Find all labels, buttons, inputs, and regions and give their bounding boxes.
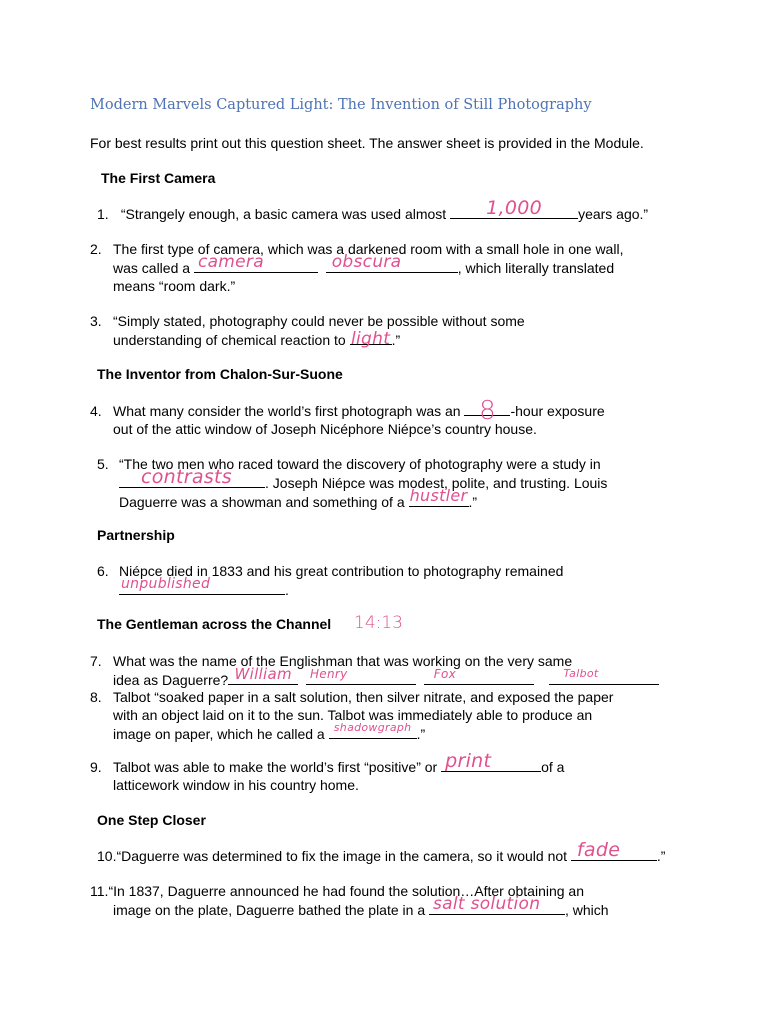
question-6: 6. Niépce died in 1833 and his great contribution to photography remained unpublished .: [97, 563, 564, 598]
handwritten-answer: William: [234, 665, 292, 683]
question-10: 10.“Daguerre was determined to fix the image in the camera, so it would not fade .”: [97, 839, 666, 864]
answer-blank[interactable]: [119, 466, 265, 488]
question-8: 8. Talbot “soaked paper in a salt solution, then silver nitrate, and exposed the paper with an object laid on it to the sun. Talbot was immediately able to produce an image on paper, which he called a shadowgraph .”: [90, 689, 614, 742]
answer-blank[interactable]: [119, 576, 285, 595]
handwritten-answer: obscura: [331, 252, 402, 272]
handwritten-answer: camera: [197, 252, 264, 272]
page-title: Modern Marvels Captured Light: The Invention of Still Photography: [90, 97, 592, 113]
handwritten-answer: Henry: [309, 667, 348, 681]
section-heading-partnership: Partnership: [97, 527, 175, 543]
section-heading-gentleman: The Gentleman across the Channel: [97, 616, 332, 632]
intro-text: For best results print out this question sheet. The answer sheet is provided in the Module.: [90, 135, 644, 151]
answer-blank[interactable]: [194, 252, 318, 273]
handwritten-answer: Fox: [433, 667, 456, 681]
answer-blank[interactable]: [429, 894, 565, 915]
section-heading-first-camera: The First Camera: [101, 170, 216, 186]
answer-blank[interactable]: [571, 839, 657, 861]
answer-blank[interactable]: [549, 667, 659, 685]
question-2: 2. The first type of camera, which was a darkened room with a small hole in one wall, was called a camera obscura , which literally translated means “room dark.”: [90, 241, 624, 294]
handwritten-answer: light: [351, 329, 391, 349]
question-4: 4. What many consider the world’s first photograph was an 8 -hour exposure out of the attic window of Joseph Nicéphore Niépce’s country house.: [90, 396, 605, 437]
question-1: 1. “Strangely enough, a basic camera was used almost 1,000 years ago.”: [97, 197, 649, 222]
handwritten-answer: contrasts: [141, 466, 232, 488]
handwritten-answer: print: [445, 750, 492, 772]
handwritten-answer: Talbot: [563, 667, 599, 680]
handwritten-answer: salt solution: [433, 894, 541, 914]
handwritten-answer: unpublished: [121, 576, 211, 592]
answer-blank[interactable]: [228, 665, 298, 685]
answer-blank[interactable]: [464, 396, 510, 426]
question-7: 7. What was the name of the Englishman that was working on the very same idea as Daguerre? William Henry Fox Talbot: [90, 652, 659, 689]
handwritten-note: 14:13: [354, 613, 403, 633]
handwritten-answer: 1,000: [486, 197, 543, 219]
handwritten-answer: hustler: [409, 486, 468, 505]
answer-blank[interactable]: [329, 721, 417, 739]
handwritten-answer: shadowgraph: [333, 721, 412, 734]
handwritten-answer: 8: [479, 396, 496, 426]
answer-blank[interactable]: [441, 750, 541, 772]
answer-blank[interactable]: [350, 329, 392, 349]
answer-blank[interactable]: [409, 486, 469, 507]
answer-blank[interactable]: [450, 197, 578, 219]
answer-blank[interactable]: [326, 252, 458, 273]
question-9: 9. Talbot was able to make the world’s first “positive” or print of a latticework window in his country home.: [90, 750, 565, 793]
answer-blank[interactable]: [424, 667, 534, 685]
section-heading-inventor: The Inventor from Chalon-Sur-Suone: [97, 366, 343, 382]
handwritten-answer: fade: [576, 839, 621, 861]
question-11: 11.“In 1837, Daguerre announced he had found the solution…After obtaining an image on the plate, Daguerre bathed the plate in a salt solution , which: [90, 883, 609, 918]
question-3: 3. “Simply stated, photography could never be possible without some understanding of chemical reaction to light .”: [90, 313, 525, 349]
section-heading-one-step-closer: One Step Closer: [97, 812, 206, 828]
answer-blank[interactable]: [306, 667, 416, 685]
question-5: 5. “The two men who raced toward the discovery of photography were a study in contrasts . Joseph Niépce was modest, polite, and trusting. Louis Daguerre was a showman and something of a hustler .”: [97, 456, 608, 510]
